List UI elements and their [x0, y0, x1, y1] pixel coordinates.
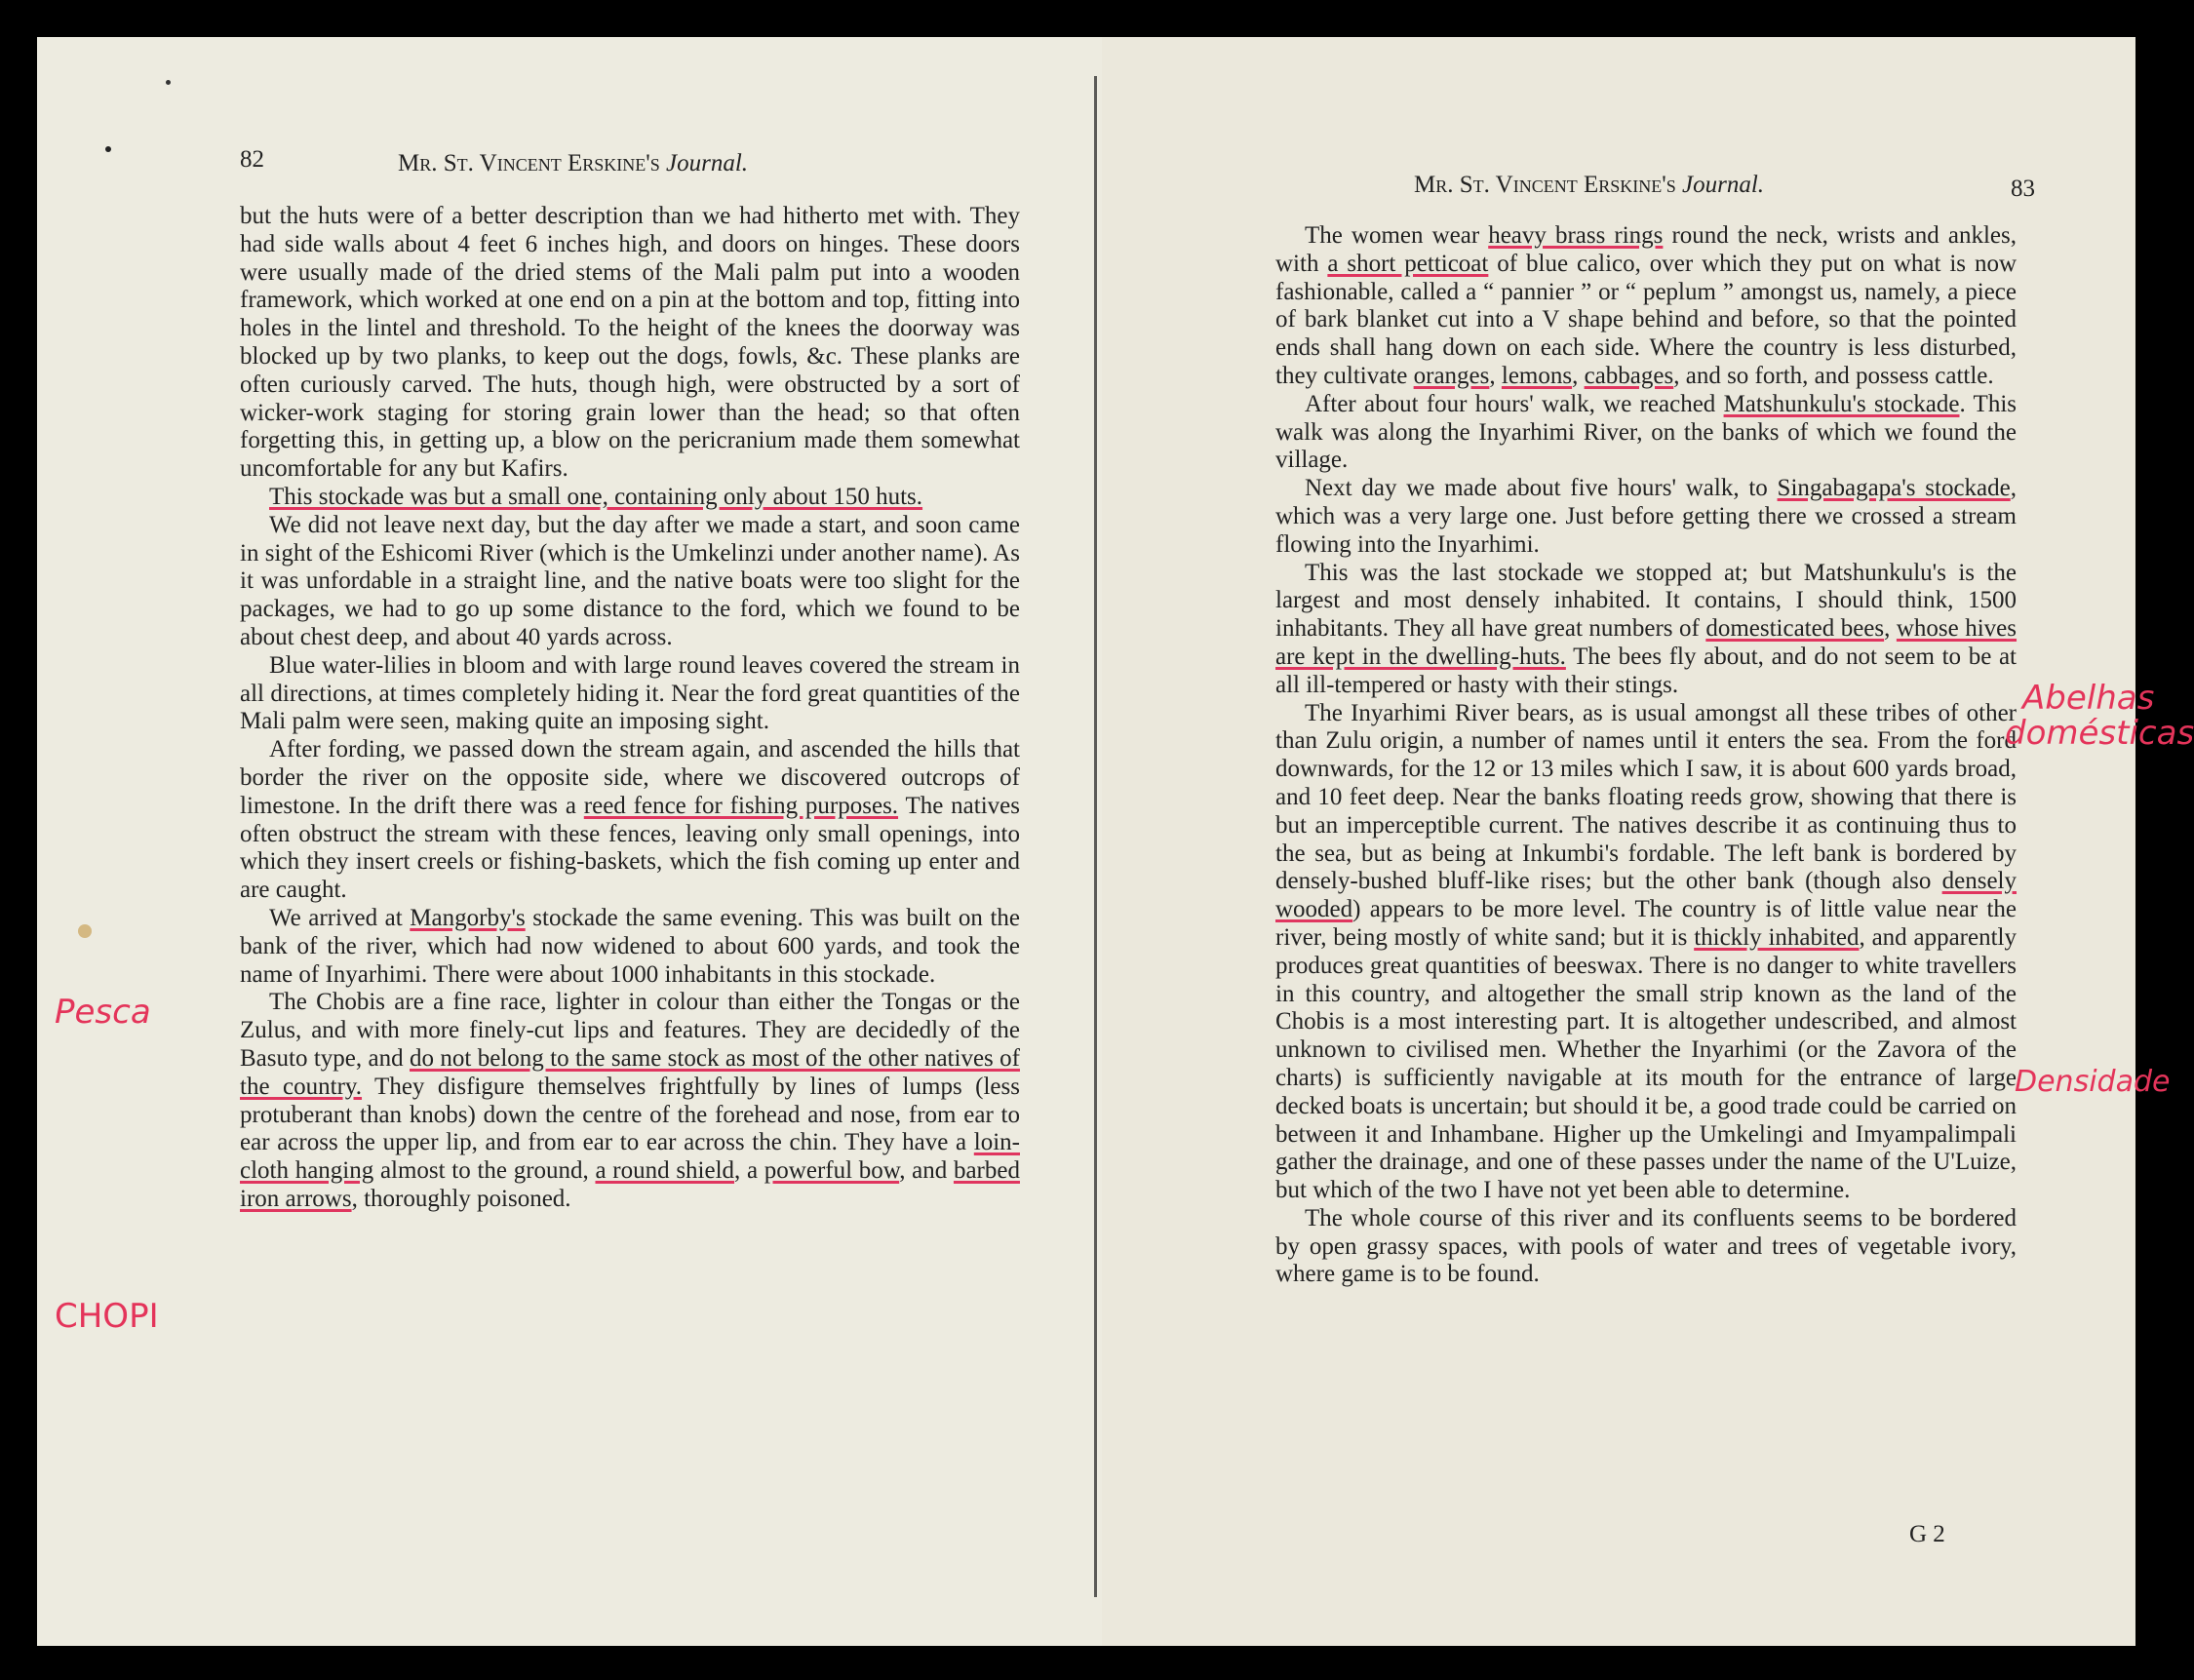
text-run: ) appears to be more level. The country is of little value near the river, being mostly of white sand; but it is	[1275, 896, 2017, 951]
text-run: The women wear	[1305, 222, 1489, 249]
underlined-phrase: Matshunkulu's stockade	[1723, 390, 1960, 417]
paragraph	[240, 905, 1020, 989]
underlined-phrase: oranges	[1413, 362, 1490, 389]
body-text	[1275, 222, 2017, 1289]
paragraph	[1275, 391, 2017, 475]
paragraph	[240, 484, 1020, 512]
underlined-phrase: loin-cloth hanging	[240, 1129, 1020, 1185]
header-author: Mr. St. Vincent Erskine's	[398, 150, 660, 176]
text-run: We arrived at	[269, 904, 411, 931]
text-run: The Inyarhimi River bears, as is usual amongst all these tribes of other than Zulu origin, a number of names until it enters the sea. From the ford downwards, for the 12 or 13 miles which I saw, it is about 600 yards broad, and 10 feet deep. Near the banks floating reeds grow, showing that there is but an imperceptible current. The natives describe it as continuing thus to the sea, but as being at Inkumbi's fordable. The left bank is bordered by densely-bushed bluff-like rises; but the other bank (though also	[1275, 699, 2017, 895]
stain-spot	[78, 924, 92, 938]
text-run: almost to the ground,	[373, 1157, 596, 1185]
underlined-phrase: Singabagapa's stockade	[1777, 475, 2011, 502]
text-run: After fording, we passed down the stream again, and ascended the hills that border the river on the opposite side, where we discovered outcrops of limestone. In the drift there was a	[240, 736, 1020, 819]
header-title: Journal.	[666, 150, 749, 176]
paragraph	[240, 203, 1020, 484]
paragraph	[240, 736, 1020, 905]
margin-note-pesca: Pesca	[55, 993, 151, 1032]
text-run: , thoroughly poisoned.	[351, 1185, 571, 1212]
underlined-phrase: This stockade was but a small one, containing only about 150 huts.	[269, 483, 923, 510]
underlined-phrase: a short petticoat	[1327, 250, 1489, 277]
text-run: stockade the same evening. This was built on the bank of the river, which had now widened to about 600 yards, and took the name of Inyarhimi. There were about 1000 inhabitants in this stockade.	[240, 904, 1020, 988]
text-run: Blue water-lilies in bloom and with large round leaves covered the stream in all directions, at times completely hiding it. Near the ford great quantities of the Mali palm were seen, making quite an imposing sight.	[240, 651, 1020, 735]
text-run: The natives often obstruct the stream with these fences, leaving only small openings, into which they insert creels or fishing-baskets, which the fish coming up enter and are caught.	[240, 792, 1020, 904]
text-run: ,	[1572, 362, 1585, 389]
text-run: The bees fly about, and do not seem to be at all ill-tempered or hasty with their stings.	[1275, 643, 2017, 698]
paragraph	[1275, 700, 2017, 1205]
header-author: Mr. St. Vincent Erskine's	[1414, 172, 1676, 198]
underlined-phrase: reed fence for fishing purposes.	[583, 792, 899, 819]
text-run: , and apparently produces great quantities of beeswax. There is no danger to white travellers in this country, and altogether the small strip known as the land of the Chobis is a most interesting part. It is altogether undescribed, and almost unknown to civilised men. Whether the Inyarhimi (or the Zavora of the charts) is sufficiently navigable at its mouth for the entrance of large decked boats is uncertain; but should it be, a good trade could be carried on between it and Inhambane. Higher up the Umkelingi and Imyampalimpali gather the drainage, and one of these passes under the name of the U'Luize, but which of the two I have not yet been able to determine.	[1275, 923, 2017, 1204]
header-title: Journal.	[1682, 172, 1765, 198]
left-page	[37, 37, 1102, 1646]
text-run: This was the last stockade we stopped at; but Matshunkulu's is the largest and most densely inhabited. It contains, I should think, 1500 inhabitants. They all have great numbers of	[1275, 559, 2017, 643]
underlined-phrase: powerful bow	[764, 1157, 900, 1185]
text-run: , and	[899, 1157, 954, 1185]
paragraph	[240, 652, 1020, 736]
ink-speck	[105, 146, 111, 152]
text-run: of blue calico, over which they put on what is now fashionable, called a “ pannier ” or “ peplum ” amongst us, namely, a piece of bark blanket cut into a V shape behind and before, so that the pointed ends shall hang down on each side. Where the country is less disturbed, they cultivate	[1275, 250, 2017, 389]
underlined-phrase: a round shield	[595, 1157, 735, 1185]
underlined-phrase: domesticated bees	[1705, 615, 1885, 643]
paragraph	[1275, 475, 2017, 559]
right-page	[1102, 37, 2194, 1646]
text-run: . This walk was along the Inyarhimi River, on the banks of which we found the village.	[1275, 390, 2017, 474]
text-run: but the huts were of a better description than we had hitherto met with. They had side walls about 4 feet 6 inches high, and doors on hinges. These doors were usually made of the dried stems of the Mali palm put into a wooden framework, which worked at one end on a pin at the bottom and top, fitting into holes in the lintel and threshold. To the height of the knees the doorway was blocked up by two planks, to keep out the dogs, fowls, &c. These planks are often curiously carved. The huts, though high, were obstructed by a sort of wicker-work staging for storing grain lower than the head; so that often forgetting this, in getting up, a blow on the pericranium made them somewhat uncomfortable for any but Kafirs.	[240, 203, 1020, 483]
paragraph	[1275, 1205, 2017, 1289]
underlined-phrase: cabbages	[1584, 362, 1674, 389]
text-run: The Chobis are a fine race, lighter in colour than either the Tongas or the Zulus, and with more finely-cut lips and features. They are decidedly of the Basuto type, and	[240, 989, 1020, 1072]
margin-note-domesticas: domésticas	[2005, 714, 2194, 753]
underlined-phrase: lemons	[1501, 362, 1573, 389]
text-run: ,	[1489, 362, 1502, 389]
body-text	[240, 203, 1020, 1214]
margin-note-abelhas: Abelhas	[2022, 679, 2155, 718]
text-run: , a	[734, 1157, 764, 1185]
page-number: 82	[240, 146, 264, 173]
running-header	[1414, 172, 1764, 199]
underlined-phrase: do not belong to the same stock as most of the other natives of the country.	[240, 1044, 1020, 1100]
ink-speck	[166, 80, 171, 85]
margin-note-densidade: Densidade	[2015, 1065, 2171, 1099]
text-run: The whole course of this river and its confluents seems to be bordered by open grassy spaces, with pools of water and trees of vegetable ivory, where game is to be found.	[1275, 1204, 2017, 1288]
margin-note-chopi: CHOPI	[55, 1297, 159, 1336]
text-run: After about four hours' walk, we reached	[1305, 390, 1724, 417]
paragraph	[1275, 560, 2017, 700]
text-run: They disfigure themselves frightfully by lines of lumps (less protuberant than knobs) down the centre of the forehead and nose, from ear to ear across the upper lip, and from ear to ear across the chin. They have a	[240, 1073, 1020, 1156]
underlined-phrase: thickly inhabited	[1694, 923, 1860, 951]
gutter-line	[1094, 76, 1097, 1597]
paragraph	[1275, 222, 2017, 391]
signature-mark: G 2	[1909, 1521, 1945, 1547]
text-run: We did not leave next day, but the day after we made a start, and soon came in sight of the Eshicomi River (which is the Umkelinzi under another name). As it was unfordable in a straight line, and the native boats were too slight for the packages, we had to go up some distance to the ford, which we found to be about chest deep, and about 40 yards across.	[240, 511, 1020, 650]
paragraph	[240, 989, 1020, 1213]
underlined-phrase: Mangorby's	[410, 904, 526, 931]
running-header	[398, 150, 748, 177]
underlined-phrase: barbed iron arrows	[240, 1157, 1020, 1212]
underlined-phrase: whose hives are kept in the dwelling-huts.	[1275, 615, 2018, 670]
page-number: 83	[2011, 176, 2035, 202]
text-run: ,	[1884, 615, 1897, 643]
underlined-phrase: heavy brass rings	[1488, 222, 1664, 249]
book-spread	[37, 37, 2194, 1646]
text-run: , which was a very large one. Just before getting there we crossed a stream flowing into the Inyarhimi.	[1275, 475, 2017, 558]
underlined-phrase: densely wooded	[1275, 868, 2017, 923]
text-run: round the neck, wrists and ankles, with	[1275, 222, 2017, 277]
text-run: , and so forth, and possess cattle.	[1673, 362, 1994, 389]
paragraph	[240, 512, 1020, 652]
text-run: Next day we made about five hours' walk, to	[1305, 475, 1778, 502]
